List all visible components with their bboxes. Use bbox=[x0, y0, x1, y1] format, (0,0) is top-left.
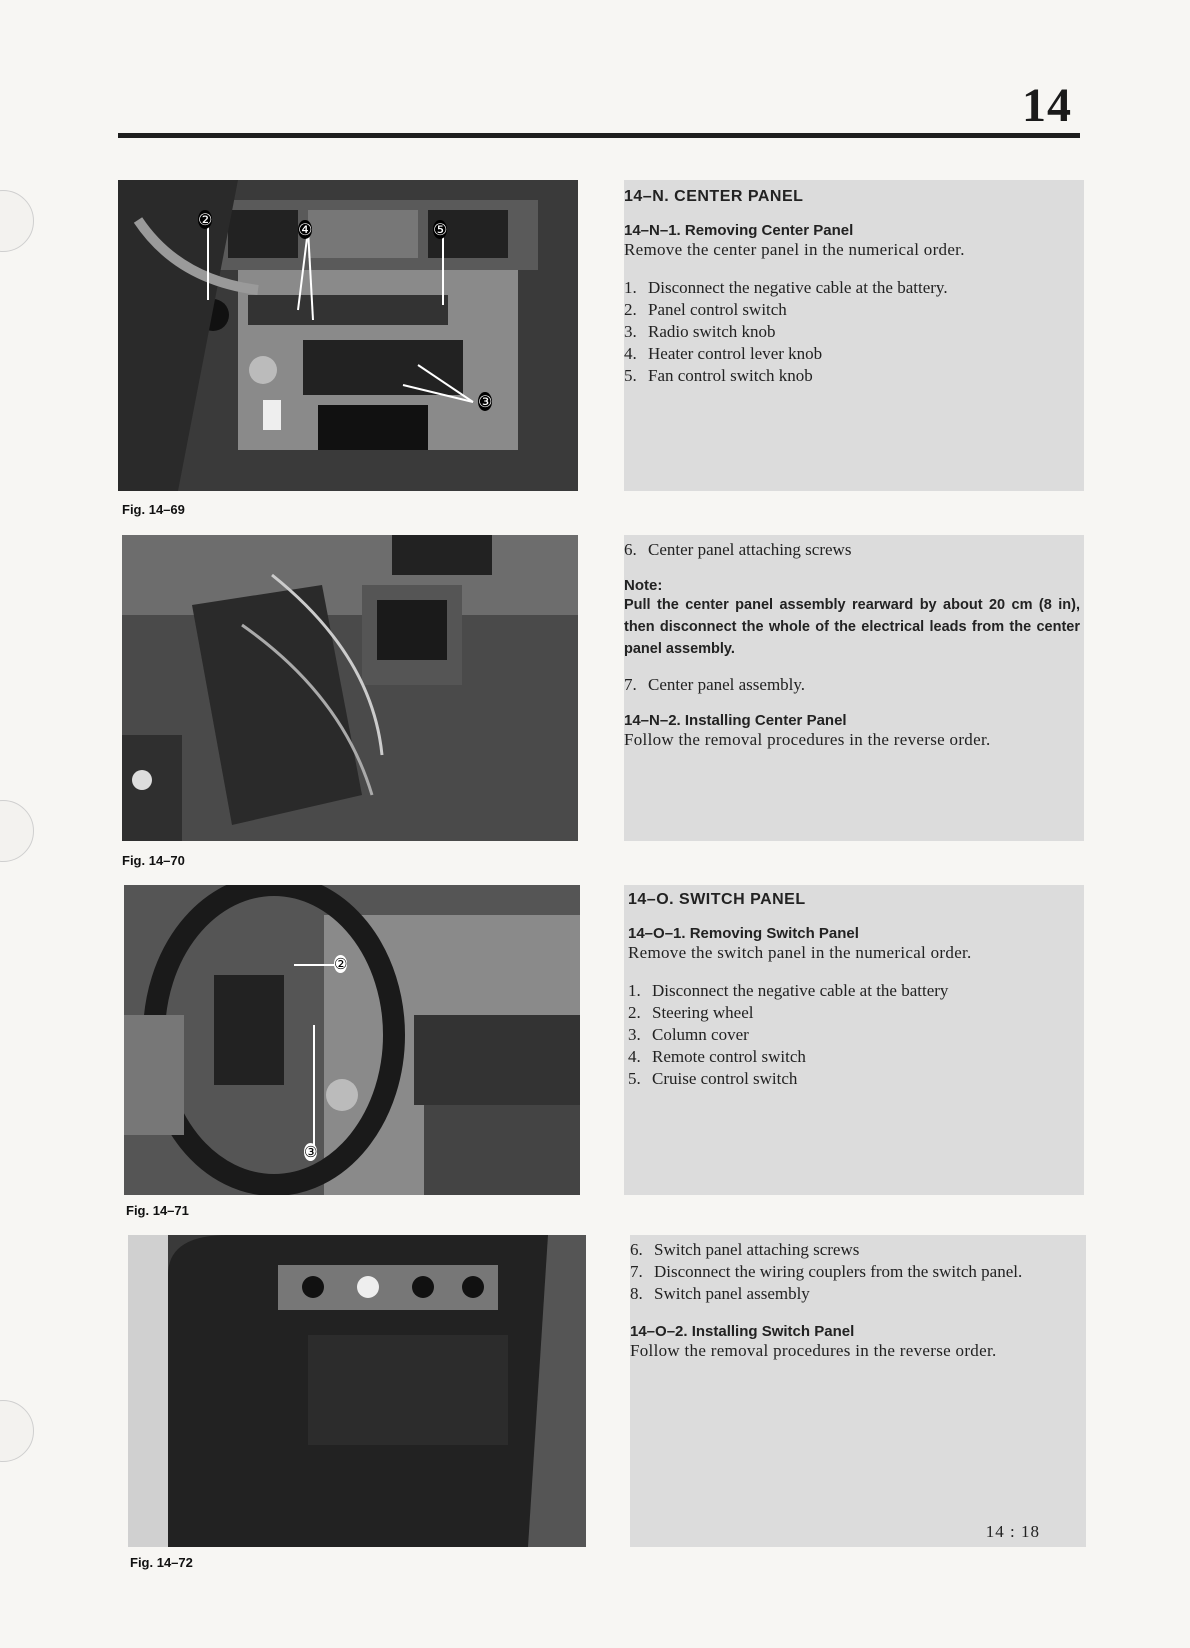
subsection-title: 14–O–2. Installing Switch Panel bbox=[630, 1323, 855, 1340]
section-title: 14–O. SWITCH PANEL bbox=[628, 891, 806, 908]
list-item: 3. Column cover bbox=[628, 1025, 749, 1044]
removal-steps-final bbox=[624, 674, 1084, 696]
center-panel-removal-box bbox=[624, 180, 1084, 491]
chapter-number: 14 bbox=[1022, 79, 1072, 132]
callout-2: ② bbox=[198, 210, 213, 229]
callout-3: ③ bbox=[478, 392, 493, 411]
list-item: 2. Steering wheel bbox=[628, 1003, 754, 1022]
list-item: 1. Disconnect the negative cable at the battery bbox=[628, 981, 949, 1000]
binder-hole-top bbox=[0, 190, 34, 252]
list-item: 8. Switch panel assembly bbox=[630, 1284, 810, 1303]
installing-text: Follow the removal procedures in the reverse order. bbox=[630, 1341, 997, 1360]
list-item: 5. Cruise control switch bbox=[628, 1069, 798, 1088]
list-item: 4. Heater control lever knob bbox=[624, 344, 823, 363]
switch-panel-removal-box bbox=[624, 885, 1084, 1195]
photo-center-panel-drawing bbox=[118, 180, 578, 491]
removal-steps-continued bbox=[630, 1239, 1086, 1305]
callout-3: ③ bbox=[304, 1143, 318, 1161]
installing-text: Follow the removal procedures in the reverse order. bbox=[624, 730, 991, 749]
figure-caption: Fig. 14–69 bbox=[122, 502, 185, 517]
page-number: 14 : 18 bbox=[985, 1522, 1040, 1541]
intro-text: Remove the switch panel in the numerical order. bbox=[628, 943, 972, 962]
list-item: 7. Disconnect the wiring couplers from the switch panel. bbox=[630, 1262, 1023, 1281]
binder-hole-middle bbox=[0, 800, 34, 862]
photo-center-panel-removed bbox=[122, 535, 578, 841]
callout-2: ② bbox=[334, 955, 348, 973]
list-item: 1. Disconnect the negative cable at the battery. bbox=[624, 278, 948, 297]
list-item: 3. Radio switch knob bbox=[624, 322, 776, 341]
photo-switch-panel-callouts bbox=[124, 885, 580, 1195]
callout-4: ④ bbox=[298, 220, 313, 239]
switch-panel-install-box bbox=[630, 1235, 1086, 1547]
photo-switch-panel-removed-drawing bbox=[128, 1235, 586, 1547]
subsection-title: 14–N–1. Removing Center Panel bbox=[624, 222, 854, 239]
photo-switch-panel-drawing bbox=[124, 885, 580, 1195]
photo-center-panel-callouts bbox=[118, 180, 578, 491]
intro-text: Remove the center panel in the numerical order. bbox=[624, 240, 965, 259]
center-panel-notes-box bbox=[624, 535, 1084, 841]
list-item: 4. Remote control switch bbox=[628, 1047, 806, 1066]
list-item: 5. Fan control switch knob bbox=[624, 366, 813, 385]
header-rule bbox=[118, 133, 1080, 138]
note-text: Pull the center panel assembly rearward by about 20 cm (8 in), then disconnect the whole of the electrical leads from the center panel assembly. bbox=[624, 597, 1080, 657]
figure-caption: Fig. 14–72 bbox=[130, 1555, 193, 1570]
removal-steps bbox=[628, 980, 1084, 1090]
subsection-title: 14–N–2. Installing Center Panel bbox=[624, 712, 847, 729]
figure-caption: Fig. 14–71 bbox=[126, 1203, 189, 1218]
photo-center-panel-removed-drawing bbox=[122, 535, 578, 841]
list-item: 6. Switch panel attaching screws bbox=[630, 1240, 860, 1259]
subsection-title: 14–O–1. Removing Switch Panel bbox=[628, 925, 859, 942]
photo-switch-panel-removed bbox=[128, 1235, 586, 1547]
list-item: 7. Center panel assembly. bbox=[624, 675, 806, 694]
figure-caption: Fig. 14–70 bbox=[122, 853, 185, 868]
note-label: Note: bbox=[624, 577, 663, 594]
list-item: 6. Center panel attaching screws bbox=[624, 540, 852, 559]
binder-hole-bottom bbox=[0, 1400, 34, 1462]
callout-5: ⑤ bbox=[433, 220, 448, 239]
section-title: 14–N. CENTER PANEL bbox=[624, 188, 804, 205]
list-item: 2. Panel control switch bbox=[624, 300, 787, 319]
removal-steps-continued bbox=[624, 539, 1084, 561]
removal-steps bbox=[624, 277, 1084, 387]
